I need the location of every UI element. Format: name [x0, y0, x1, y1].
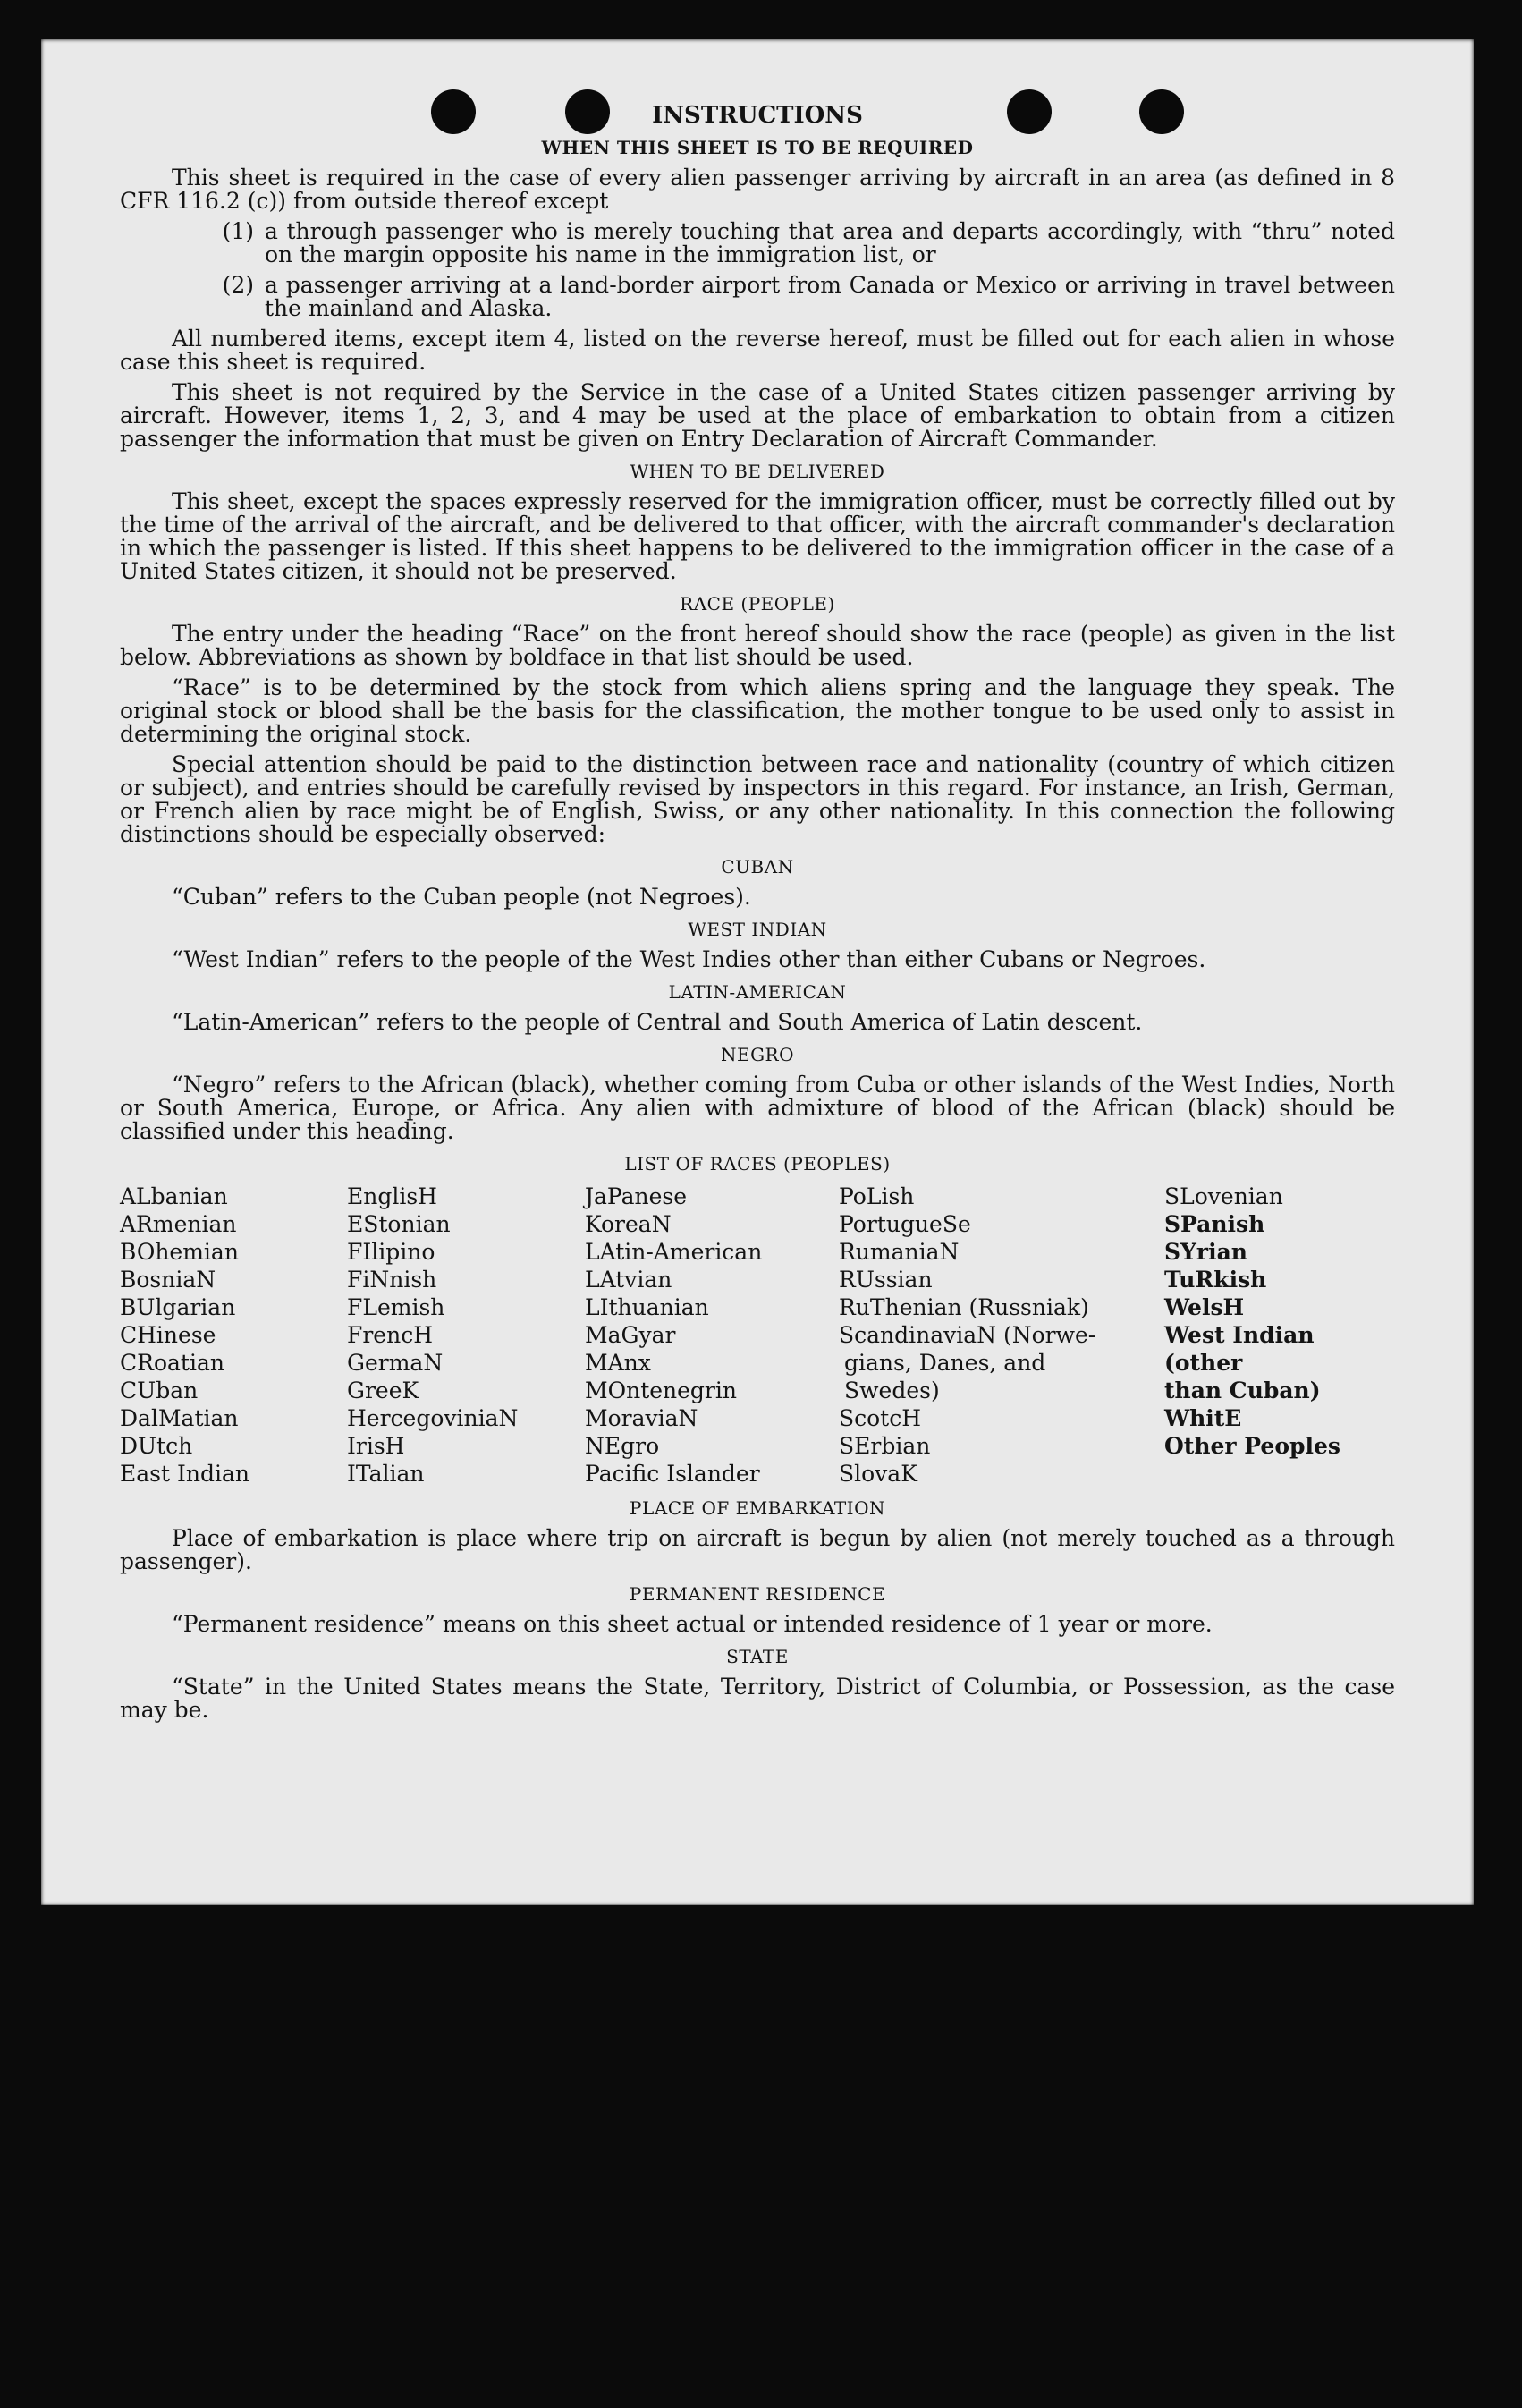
race-entry: BosniaN	[120, 1267, 216, 1293]
paragraph: This sheet, except the spaces expressly reserved for the immigration officer, must be correctly filled out by the time of the arrival of the aircraft, and be delivered to that officer, with the aircraft commander's declaration in which the passenger is listed. If this sheet happens to be delivered to the immigration officer in the case of a United States citizen, it should not be preserved.	[120, 488, 1395, 584]
race-list	[120, 1183, 1395, 1488]
race-entry: FiNnish	[347, 1267, 437, 1293]
race-entry: CUban	[120, 1378, 199, 1403]
section-heading: LIST OF RACES (PEOPLES)	[624, 1153, 891, 1174]
race-entry: SlovaK	[839, 1461, 917, 1487]
list-item	[120, 220, 1395, 267]
race-entry: ALbanian	[120, 1183, 228, 1209]
race-entry: ARmenian	[120, 1211, 237, 1237]
race-entry: EnglisH	[347, 1183, 437, 1209]
race-entry: MoraviaN	[585, 1405, 698, 1431]
race-entry: MAnx	[585, 1350, 651, 1376]
race-entry: CRoatian	[120, 1350, 224, 1376]
race-column	[585, 1183, 839, 1488]
exception-list	[120, 220, 1395, 320]
race-entry: ScotcH	[839, 1405, 922, 1431]
section-heading: NEGRO	[720, 1044, 795, 1065]
race-entry: GreeK	[347, 1378, 419, 1403]
race-entry: Swedes)	[844, 1378, 940, 1403]
page-title: INSTRUCTIONS	[652, 102, 863, 129]
race-entry: FrencH	[347, 1322, 433, 1348]
race-entry: ITalian	[347, 1461, 425, 1487]
race-entry: TuRkish	[1164, 1267, 1267, 1293]
section-heading: CUBAN	[721, 856, 794, 878]
race-entry: East Indian	[120, 1461, 249, 1487]
section-heading: PLACE OF EMBARKATION	[630, 1497, 885, 1519]
race-entry: WelsH	[1164, 1294, 1245, 1320]
paragraph: “West Indian” refers to the people of the West Indies other than either Cubans or Negroes.	[172, 946, 1206, 972]
race-entry: JaPanese	[585, 1183, 688, 1209]
race-entry: BUlgarian	[120, 1294, 236, 1320]
paragraph: “State” in the United States means the State, Territory, District of Columbia, or Possession, as the case may be.	[120, 1674, 1395, 1723]
race-entry: LAtin-American	[585, 1239, 763, 1265]
race-entry: RUssian	[839, 1267, 933, 1293]
race-entry: SYrian	[1164, 1239, 1247, 1265]
paragraph: “Negro” refers to the African (black), whether coming from Cuba or other islands of the West Indies, North or South America, Europe, or Africa. Any alien with admixture of blood of the African (black) should be classified under this heading.	[120, 1072, 1395, 1144]
section-heading: STATE	[726, 1646, 789, 1667]
race-column	[839, 1183, 1164, 1488]
race-entry: CHinese	[120, 1322, 216, 1348]
race-entry: LIthuanian	[585, 1294, 709, 1320]
race-column	[347, 1183, 585, 1488]
race-entry: FLemish	[347, 1294, 445, 1320]
list-item	[120, 274, 1395, 320]
race-entry: DalMatian	[120, 1405, 239, 1431]
race-entry: Pacific Islander	[585, 1461, 760, 1487]
race-entry: WhitE	[1164, 1405, 1242, 1431]
section-heading: WHEN THIS SHEET IS TO BE REQUIRED	[541, 137, 974, 158]
instructions-content	[120, 104, 1395, 1729]
race-entry: EStonian	[347, 1211, 451, 1237]
race-entry: PortugueSe	[839, 1211, 971, 1237]
race-entry: SLovenian	[1164, 1183, 1283, 1209]
section-heading: WEST INDIAN	[688, 919, 827, 940]
item-number: (2)	[222, 272, 254, 298]
paragraph: “Race” is to be determined by the stock from which aliens spring and the language they speak. The original stock or blood shall be the basis for the classification, the mother tongue to be used only to assist in determining the original stock.	[120, 674, 1395, 747]
race-entry: RumaniaN	[839, 1239, 960, 1265]
race-column	[1164, 1183, 1395, 1488]
race-entry: BOhemian	[120, 1239, 239, 1265]
race-entry: MOntenegrin	[585, 1378, 737, 1403]
item-text: a through passenger who is merely touching that area and departs accordingly, with “thru” noted on the margin opposite his name in the immigration list, or	[265, 218, 1395, 267]
item-text: a passenger arriving at a land-border airport from Canada or Mexico or arriving in travel between the mainland and Alaska.	[265, 272, 1395, 321]
race-column	[120, 1183, 347, 1488]
paragraph: “Latin-American” refers to the people of Central and South America of Latin descent.	[172, 1009, 1143, 1035]
race-entry: West Indian (other	[1164, 1322, 1315, 1376]
race-entry: DUtch	[120, 1433, 193, 1459]
section-heading: WHEN TO BE DELIVERED	[630, 461, 885, 482]
race-entry: LAtvian	[585, 1267, 672, 1293]
item-number: (1)	[222, 218, 254, 244]
race-entry: MaGyar	[585, 1322, 676, 1348]
race-entry: than Cuban)	[1164, 1378, 1321, 1403]
race-entry: SPanish	[1164, 1211, 1265, 1237]
race-entry: RuThenian (Russniak)	[839, 1294, 1089, 1320]
paragraph: “Cuban” refers to the Cuban people (not Negroes).	[172, 884, 751, 910]
race-entry: IrisH	[347, 1433, 405, 1459]
paragraph: “Permanent residence” means on this sheet actual or intended residence of 1 year or more.	[172, 1611, 1213, 1637]
section-heading: LATIN-AMERICAN	[668, 981, 847, 1003]
race-entry: SErbian	[839, 1433, 931, 1459]
paragraph: Place of embarkation is place where trip on aircraft is begun by alien (not merely touched as a through passenger).	[120, 1525, 1395, 1574]
paragraph: Special attention should be paid to the distinction between race and nationality (country of which citizen or subject), and entries should be carefully revised by inspectors in this regard. For instance, an Irish, German, or French alien by race might be of English, Swiss, or any other nationality. In this connection the following distinctions should be especially observed:	[120, 751, 1395, 847]
race-entry: FIlipino	[347, 1239, 435, 1265]
paragraph: The entry under the heading “Race” on the front hereof should show the race (people) as given in the list below. Abbreviations as shown by boldface in that list should be used.	[120, 621, 1395, 670]
section-heading: PERMANENT RESIDENCE	[629, 1583, 886, 1605]
race-entry: PoLish	[839, 1183, 915, 1209]
race-entry: NEgro	[585, 1433, 660, 1459]
paragraph: This sheet is not required by the Service in the case of a United States citizen passenger arriving by aircraft. However, items 1, 2, 3, and 4 may be used at the place of embarkation to obtain from a citizen passenger the information that must be given on Entry Declaration of Aircraft Commander.	[120, 379, 1395, 452]
document-sheet	[41, 39, 1474, 1905]
paragraph: This sheet is required in the case of every alien passenger arriving by aircraft in an area (as defined in 8 CFR 116.2 (c)) from outside thereof except	[120, 165, 1395, 214]
race-entry: ScandinaviaN (Norwe-	[839, 1322, 1096, 1348]
race-entry: gians, Danes, and	[844, 1350, 1046, 1376]
race-entry: HercegoviniaN	[347, 1405, 519, 1431]
race-entry: Other Peoples	[1164, 1433, 1340, 1459]
section-heading: RACE (PEOPLE)	[680, 593, 835, 615]
race-entry: GermaN	[347, 1350, 444, 1376]
race-entry: KoreaN	[585, 1211, 672, 1237]
paragraph: All numbered items, except item 4, listed on the reverse hereof, must be filled out for each alien in whose case this sheet is required.	[120, 326, 1395, 375]
